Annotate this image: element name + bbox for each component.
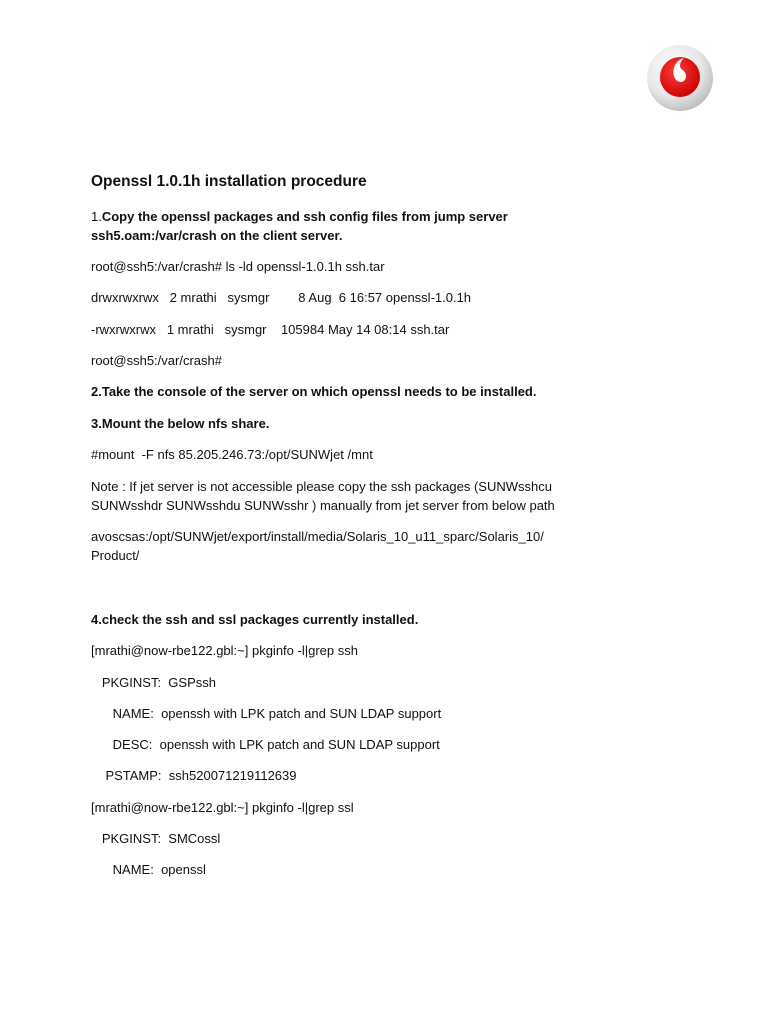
- ssh-desc: DESC: openssh with LPK patch and SUN LDAP support: [91, 737, 440, 752]
- mount-command: #mount -F nfs 85.205.246.73:/opt/SUNWjet /mnt: [91, 447, 373, 462]
- page-title: Openssl 1.0.1h installation procedure: [91, 173, 367, 190]
- ls-output-1: drwxrwxrwx 2 mrathi sysmgr 8 Aug 6 16:57 openssl-1.0.1h: [91, 290, 472, 305]
- step-1-text: Copy the openssl packages and ssh config files from jump server: [101, 209, 508, 224]
- step-1-number: 1.: [91, 209, 102, 224]
- ssl-name: NAME: openssl: [91, 862, 206, 877]
- note-line-2: SUNWsshdr SUNWsshdu SUNWsshr ) manually from jet server from below path: [91, 498, 555, 513]
- ssl-pkginst: PKGINST: SMCossl: [91, 831, 221, 846]
- ls-command: root@ssh5:/var/crash# ls -ld openssl-1.0.1h ssh.tar: [91, 259, 385, 274]
- note-line-1: Note : If jet server is not accessible please copy the ssh packages (SUNWsshcu: [91, 479, 552, 494]
- pkginfo-ssl-command: [mrathi@now-rbe122.gbl:~] pkginfo -l|grep ssl: [91, 800, 354, 815]
- pkginfo-ssh-command: [mrathi@now-rbe122.gbl:~] pkginfo -l|grep ssh: [91, 643, 358, 658]
- vodafone-logo: [646, 44, 714, 112]
- step-1-line-1: [91, 207, 508, 226]
- step-2: 2.Take the console of the server on which openssl needs to be installed.: [91, 384, 537, 399]
- ssh-pstamp: PSTAMP: ssh520071219112639: [91, 768, 297, 783]
- step-3: 3.Mount the below nfs share.: [91, 416, 270, 431]
- step-1-line-2: ssh5.oam:/var/crash on the client server.: [91, 228, 343, 243]
- path-line-1: avoscsas:/opt/SUNWjet/export/install/media/Solaris_10_u11_sparc/Solaris_10/: [91, 529, 544, 544]
- ls-output-2: -rwxrwxrwx 1 mrathi sysmgr 105984 May 14 08:14 ssh.tar: [91, 322, 450, 337]
- path-line-2: Product/: [91, 548, 140, 563]
- ssh-name: NAME: openssh with LPK patch and SUN LDAP support: [91, 706, 442, 721]
- step-4: 4.check the ssh and ssl packages currently installed.: [91, 612, 419, 627]
- shell-prompt: root@ssh5:/var/crash#: [91, 353, 222, 368]
- ssh-pkginst: PKGINST: GSPssh: [91, 675, 216, 690]
